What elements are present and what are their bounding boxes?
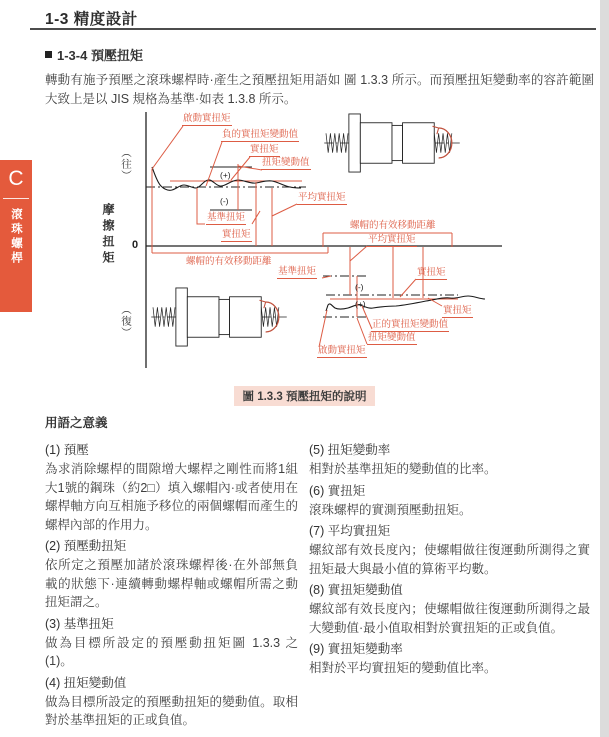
term-item <box>45 614 298 671</box>
term-title: 實扭矩變動率 <box>327 642 403 656</box>
ball-screw-drawing-top <box>324 114 460 172</box>
term-body: 做為目標所設定的預壓動扭矩圖 1.3.3 之 (1)。 <box>45 635 298 668</box>
label-actual-torque-1: 實扭矩 <box>250 144 279 155</box>
term-body: 相對於平均實扭矩的變動值比率。 <box>309 661 497 675</box>
page-title: 1-3 精度設計 <box>45 11 138 28</box>
chapter-tab <box>0 160 32 312</box>
term-title: 預壓動扭矩 <box>63 539 127 553</box>
term-body: 相對於基準扭矩的變動值的比率。 <box>309 462 497 476</box>
axis-friction-torque-label: 摩擦扭矩 <box>101 203 115 267</box>
label-actual-torque-3: 實扭矩 <box>417 267 446 278</box>
label-positive-variation: 正的實扭矩變動值 <box>372 319 449 330</box>
terms-heading: 用語之意義 <box>45 416 108 430</box>
term-title: 預壓 <box>63 443 89 457</box>
term-body: 滾珠螺桿的實測預壓動扭矩。 <box>309 502 472 517</box>
label-torque-variation-return: 扭矩變動值 <box>368 332 416 343</box>
term-item <box>309 481 590 520</box>
figure-caption: 圖 1.3.3 預壓扭矩的說明 <box>234 386 376 406</box>
tab-divider <box>3 198 29 199</box>
label-mean-actual-torque-return: 平均實扭矩 <box>368 234 416 245</box>
terms-section <box>45 413 590 732</box>
term-number: (3) <box>45 616 61 631</box>
intro-paragraph: 轉動有施予預壓之滾珠螺桿時·產生之預壓扭矩用語如 圖 1.3.3 所示。而預壓扭矩變動率的容許範圍大致上是以 JIS 規格為基準·如表 1.3.8 所示。 <box>45 73 594 106</box>
axis-backward-label: （復） <box>120 304 132 339</box>
term-number: (8) <box>309 583 325 597</box>
label-start-torque-return: 啟動實扭矩 <box>318 345 366 356</box>
axis-zero: 0 <box>132 239 139 251</box>
term-body: 為求消除螺桿的間隙增大螺桿之剛性而將1組大1號的鋼珠（約2□）填入螺帽內·或者使用在螺桿軸方向互相施予移位的兩個螺帽而產生的螺桿內部的作用力。 <box>45 462 298 532</box>
term-item <box>309 440 590 479</box>
figure-caption-row <box>0 386 609 406</box>
label-actual-torque-2: 實扭矩 <box>222 229 251 240</box>
term-body: 螺紋部有效長度內；使螺帽做往復運動所測得之實扭矩最大與最小值的算術平均數。 <box>309 543 590 576</box>
term-title: 平均實扭矩 <box>327 524 391 538</box>
minus-marker-forward: (-) <box>220 196 229 206</box>
term-title: 扭矩變動值 <box>63 675 127 690</box>
label-nut-travel-forward: 螺帽的有效移動距離 <box>186 256 272 267</box>
term-title: 實扭矩 <box>327 483 366 498</box>
term-title: 扭矩變動率 <box>327 443 391 457</box>
term-body: 依所定之預壓加諸於滾珠螺桿後·在外部無負載的狀態下·連續轉動螺桿軸或螺帽所需之動扭矩謂之。 <box>45 558 298 609</box>
term-title: 基準扭矩 <box>63 616 114 631</box>
square-bullet-icon <box>45 51 52 58</box>
label-torque-variation-forward: 扭矩變動值 <box>262 157 310 168</box>
term-title: 實扭矩變動值 <box>327 583 403 597</box>
ball-screw-drawing-bottom <box>151 288 287 346</box>
section-title: 1-3-4 預壓扭矩 <box>57 48 143 63</box>
plus-marker-forward: (+) <box>220 170 231 180</box>
label-base-torque-return: 基準扭矩 <box>278 266 317 277</box>
term-number: (7) <box>309 524 325 538</box>
section-heading <box>45 45 143 64</box>
page-edge-strip <box>600 0 609 737</box>
label-nut-travel-return: 螺帽的有效移動距離 <box>350 220 436 231</box>
term-item <box>45 673 298 730</box>
label-base-torque-forward: 基準扭矩 <box>207 212 246 223</box>
term-number: (2) <box>45 539 61 553</box>
plus-marker-return: (+) <box>355 299 366 309</box>
term-number: (5) <box>309 443 325 457</box>
term-body: 螺紋部有效長度內；使螺帽做往復運動所測得之最大變動值·最小值取相對於實扭矩的正或負值。 <box>309 602 590 635</box>
label-mean-actual-torque-forward: 平均實扭矩 <box>298 192 346 203</box>
chapter-label: 滾珠螺桿 <box>10 208 22 266</box>
label-start-torque-forward: 啟動實扭矩 <box>183 113 231 124</box>
term-item <box>45 440 298 534</box>
chapter-letter: C <box>8 167 24 190</box>
terms-right-column <box>309 440 590 732</box>
term-number: (9) <box>309 642 325 656</box>
terms-columns <box>45 440 590 732</box>
term-number: (4) <box>45 675 61 690</box>
term-body: 做為目標所設定的預壓動扭矩的變動值。取相對於基準扭矩的正或負值。 <box>45 694 298 727</box>
term-item <box>45 536 298 612</box>
term-number: (1) <box>45 443 61 457</box>
term-item <box>309 521 590 578</box>
label-negative-variation: 負的實扭矩變動值 <box>222 129 299 140</box>
axis-forward-label: （往） <box>120 147 132 182</box>
terms-left-column <box>45 440 298 732</box>
minus-marker-return: (-) <box>355 282 364 292</box>
term-number: (6) <box>309 483 325 498</box>
term-item <box>309 639 590 678</box>
header-rule <box>30 28 596 30</box>
term-item <box>309 580 590 637</box>
label-actual-torque-4: 實扭矩 <box>443 305 472 316</box>
